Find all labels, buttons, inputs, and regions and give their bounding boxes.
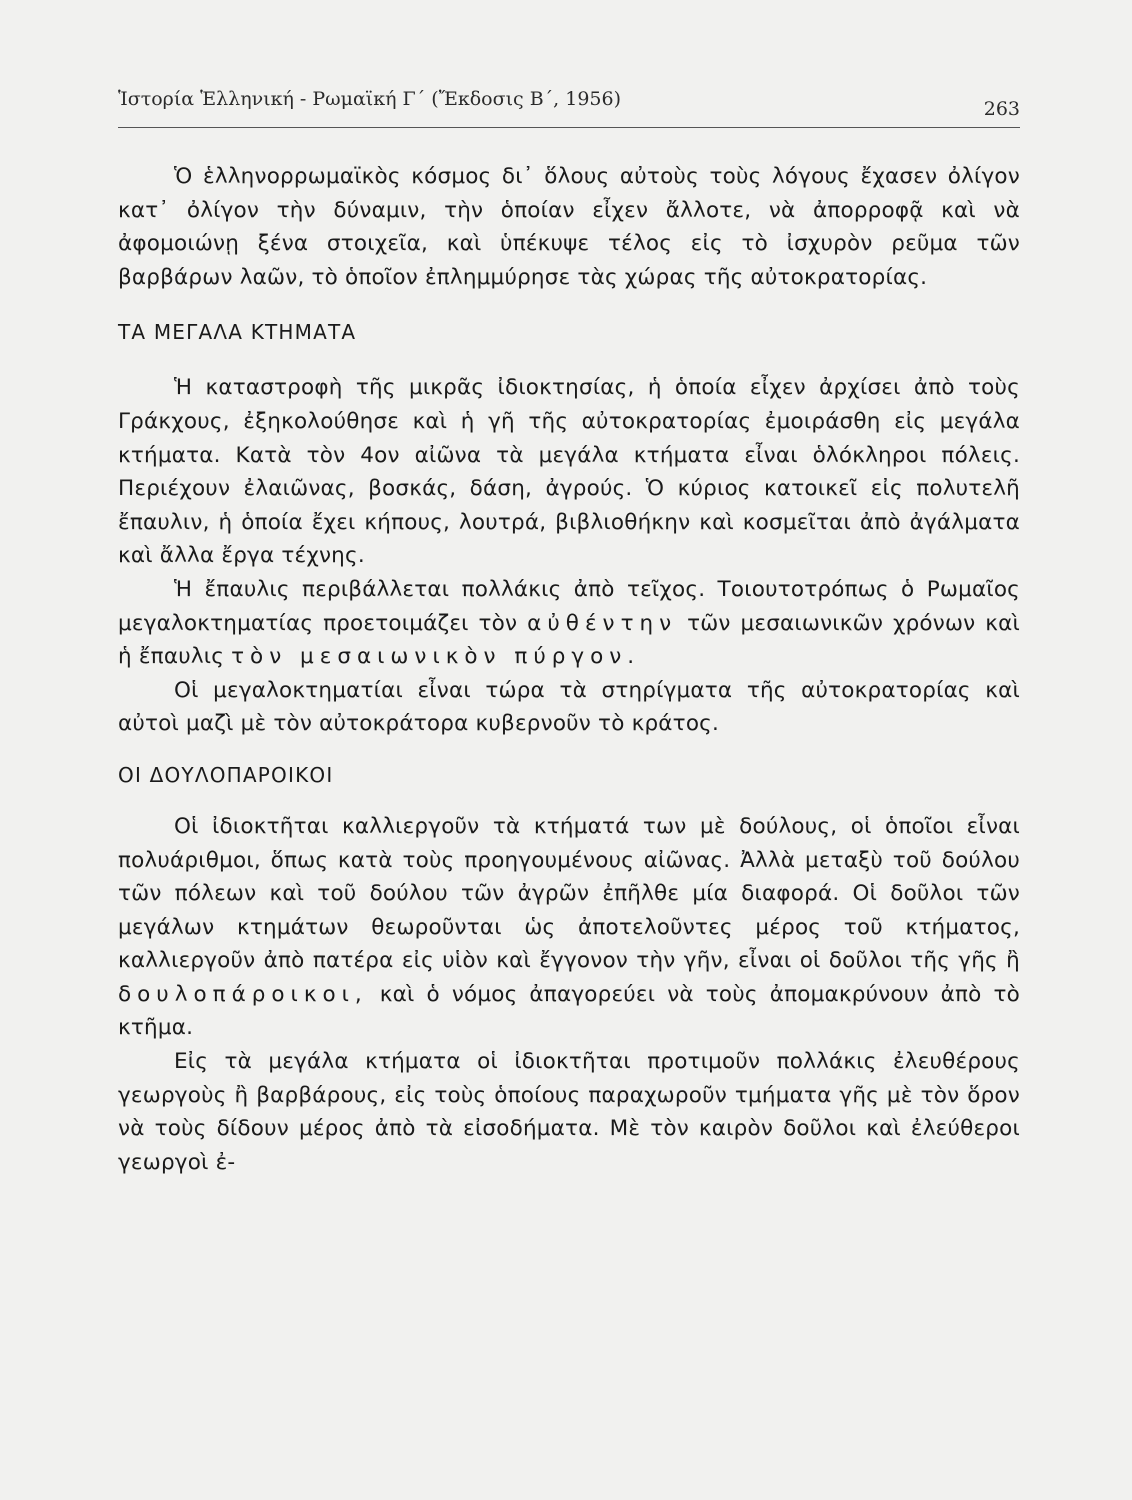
page-body [118, 160, 1020, 1179]
paragraph-3-text-a: Ἡ ἔπαυλις περιβάλλεται πολλάκις ἀπὸ τεῖχος. Τοιουτοτρόπως ὁ Ρωμαῖος μεγαλοκτηματίας προετοιμάζει τὸν [118, 576, 1020, 636]
paragraph-3 [118, 573, 1020, 674]
spaced-word-authentin: αὐθέντην [527, 610, 678, 636]
header-title: Ἱστορία Ἑλληνική - Ρωμαϊκή Γ΄ (Ἔκδοσις Β΄, 1956) [118, 88, 622, 110]
paragraph-2: Ἡ καταστροφὴ τῆς μικρᾶς ἰδιοκτησίας, ἡ ὁποία εἶχεν ἀρχίσει ἀπὸ τοὺς Γράκχους, ἐξηκολούθησε καὶ ἡ γῆ τῆς αὐτοκρατορίας ἐμοιράσθη εἰς μεγάλα κτήματα. Κατὰ τὸν 4ον αἰῶνα τὰ μεγάλα κτήματα εἶναι ὁλόκληροι πόλεις. Περιέχουν ἐλαιῶνας, βοσκάς, δάση, ἀγρούς. Ὁ κύριος κατοικεῖ εἰς πολυτελῆ ἔπαυλιν, ἡ ὁποία ἔχει κήπους, λουτρά, βιβλιοθήκην καὶ κοσμεῖται ἀπὸ ἀγάλματα καὶ ἄλλα ἔργα τέχνης. [118, 375, 1020, 569]
paragraph-5 [118, 810, 1020, 1045]
header-rule [118, 127, 1020, 128]
paragraph-5-text-a: Οἱ ἰδιοκτῆται καλλιεργοῦν τὰ κτήματά των μὲ δούλους, οἱ ὁποῖοι εἶναι πολυάριθμοι, ὅπως κατὰ τοὺς προηγουμένους αἰῶνας. Ἀλλὰ μεταξὺ τοῦ δούλου τῶν πόλεων καὶ τοῦ δούλου τῶν ἀγρῶν ἐπῆλθε μία διαφορά. Οἱ δοῦλοι τῶν μεγάλων κτημάτων θεωροῦνται ὡς ἀποτελοῦντες μέρος τοῦ κτήματος, καλλιεργοῦν ἀπὸ πατέρα εἰς υἱὸν καὶ ἔγγονον τὴν γῆν, εἶναι οἱ δοῦλοι τῆς γῆς ἢ [118, 813, 1020, 974]
paragraph-3-text-c: τῶν μεσαιωνικῶν χρόνων καὶ ἡ ἔπαυλις [118, 610, 1021, 670]
paragraph-5-text-c: καὶ ὁ νόμος ἀπαγορεύει νὰ τοὺς ἀπομακρύνουν ἀπὸ τὸ κτῆμα. [118, 981, 1020, 1041]
page-number: 263 [983, 98, 1020, 120]
section-heading-serfs: ΟΙ ΔΟΥΛΟΠΑΡΟΙΚΟΙ [118, 762, 334, 787]
paragraph-6: Εἰς τὰ μεγάλα κτήματα οἱ ἰδιοκτῆται προτιμοῦν πολλάκις ἐλευθέρους γεωργοὺς ἢ βαρβάρους, εἰς τοὺς ὁποίους παραχωροῦν τμήματα γῆς μὲ τὸν ὅρον νὰ τοὺς δίδουν μέρος ἀπὸ τὰ εἰσοδήματα. Μὲ τὸν καιρὸν δοῦλοι καὶ ἐλεύθεροι γεωργοὶ ἐ- [118, 1049, 1020, 1175]
paragraph-4: Οἱ μεγαλοκτηματίαι εἶναι τώρα τὰ στηρίγματα τῆς αὐτοκρατορίας καὶ αὐτοὶ μαζὶ μὲ τὸν αὐτοκράτορα κυβερνοῦν τὸ κράτος. [118, 677, 1020, 737]
paragraph-1: Ὁ ἑλληνορρωμαϊκὸς κόσμος δι᾽ ὅλους αὐτοὺς τοὺς λόγους ἔχασεν ὀλίγον κατ᾽ ὀλίγον τὴν δύναμιν, τὴν ὁποίαν εἶχεν ἄλλοτε, νὰ ἀπορροφᾷ καὶ νὰ ἀφομοιώνῃ ξένα στοιχεῖα, καὶ ὑπέκυψε τέλος εἰς τὸ ἰσχυρὸν ρεῦμα τῶν βαρβάρων λαῶν, τὸ ὁποῖον ἐπλημμύρησε τὰς χώρας τῆς αὐτοκρατορίας. [118, 164, 1020, 290]
spaced-word-douloparoikoi: δουλοπάροικοι, [118, 981, 368, 1007]
spaced-phrase-medieval-tower: τὸν μεσαιωνικὸν πύργον. [231, 644, 641, 670]
section-heading-large-estates: ΤΑ ΜΕΓΑΛΑ ΚΤΗΜΑΤΑ [118, 320, 357, 345]
